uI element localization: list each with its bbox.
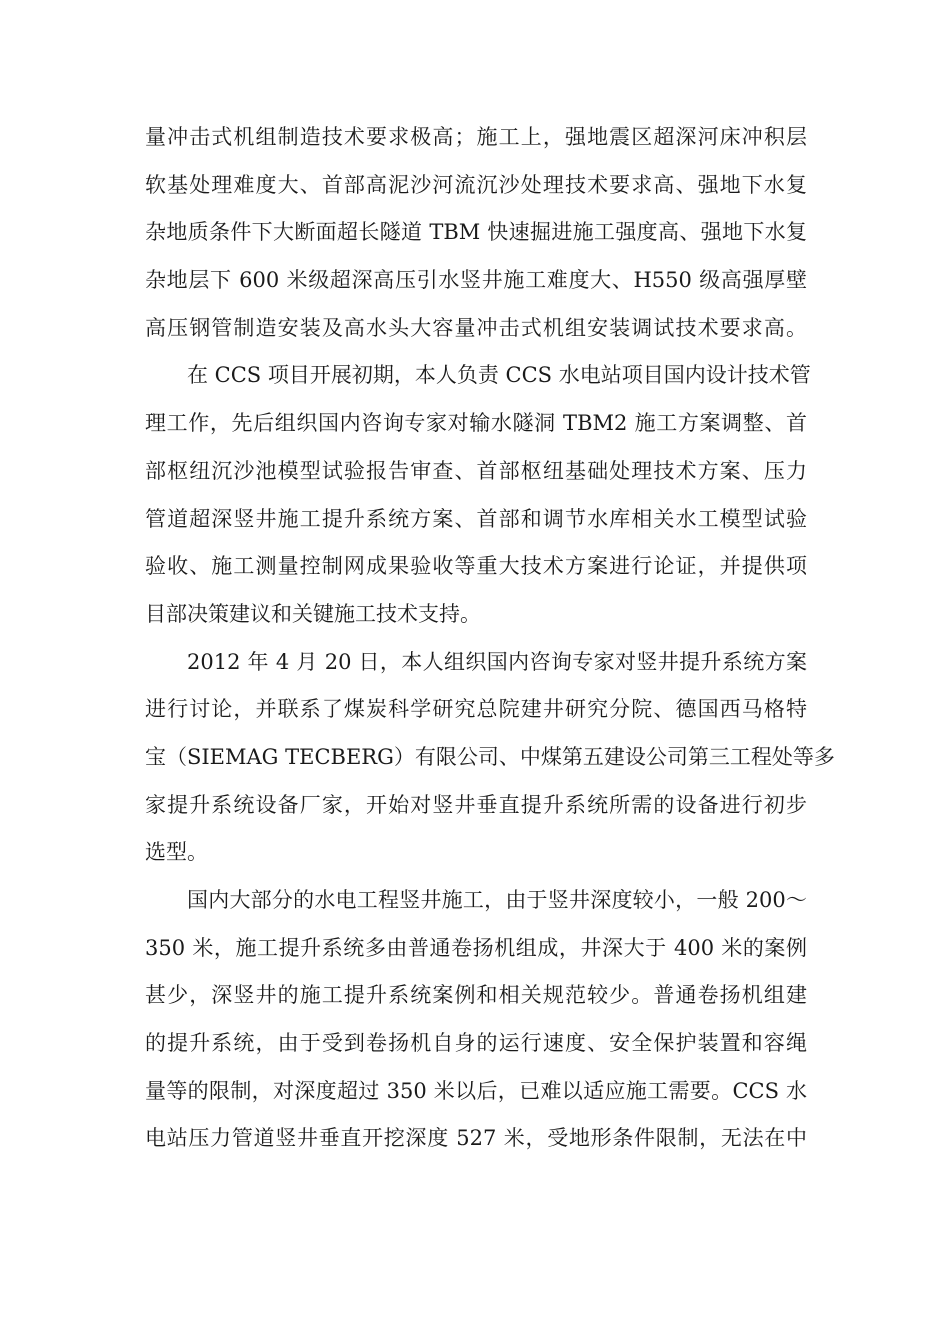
paragraph-line: 量冲击式机组制造技术要求极高；施工上，强地震区超深河床冲积层	[145, 125, 807, 149]
paragraph-line: 甚少，深竖井的施工提升系统案例和相关规范较少。普通卷扬机组建	[145, 983, 807, 1008]
paragraph-line: 国内大部分的水电工程竖井施工，由于竖井深度较小，一般 200～	[187, 888, 807, 912]
paragraph-line: 高压钢管制造安装及高水头大容量冲击式机组安装调试技术要求高。	[145, 315, 807, 340]
paragraph-line: 350 米，施工提升系统多由普通卷扬机组成，井深大于 400 米的案例	[145, 935, 807, 960]
paragraph-line: 电站压力管道竖井垂直开挖深度 527 米，受地形条件限制，无法在中	[145, 1126, 807, 1151]
paragraph-line: 杂地层下 600 米级超深高压引水竖井施工难度大、H550 级高强厚壁	[145, 268, 807, 293]
paragraph-line: 目部决策建议和关键施工技术支持。	[145, 601, 481, 626]
paragraph-line: 软基处理难度大、首部高泥沙河流沉沙处理技术要求高、强地下水复	[145, 172, 807, 197]
paragraph-line: 家提升系统设备厂家，开始对竖井垂直提升系统所需的设备进行初步	[145, 792, 807, 817]
paragraph-1	[145, 114, 807, 352]
paragraph-line: 宝（SIEMAG TECBERG）有限公司、中煤第五建设公司第三工程处等多	[145, 744, 835, 769]
paragraph-line: 部枢纽沉沙池模型试验报告审查、首部枢纽基础处理技术方案、压力	[145, 458, 807, 483]
body-text	[145, 114, 835, 1163]
paragraph-line: 管道超深竖井施工提升系统方案、首部和调节水库相关水工模型试验	[145, 506, 807, 531]
paragraph-line: 量等的限制，对深度超过 350 米以后，已难以适应施工需要。CCS 水	[145, 1078, 807, 1103]
paragraph-line: 杂地质条件下大断面超长隧道 TBM 快速掘进施工强度高、强地下水复	[145, 220, 807, 245]
paragraph-line: 2012 年 4 月 20 日，本人组织国内咨询专家对竖井提升系统方案	[187, 649, 807, 674]
paragraph-line: 进行讨论，并联系了煤炭科学研究总院建井研究分院、德国西马格特	[145, 697, 807, 722]
paragraph-2	[145, 352, 811, 638]
paragraph-3	[145, 639, 835, 877]
paragraph-line: 选型。	[145, 840, 208, 865]
paragraph-line: 理工作，先后组织国内咨询专家对输水隧洞 TBM2 施工方案调整、首	[145, 411, 807, 436]
paragraph-line: 验收、施工测量控制网成果验收等重大技术方案进行论证，并提供项	[145, 554, 807, 579]
paragraph-line: 的提升系统，由于受到卷扬机自身的运行速度、安全保护装置和容绳	[145, 1031, 807, 1056]
paragraph-4	[145, 877, 807, 1163]
paragraph-line: 在 CCS 项目开展初期，本人负责 CCS 水电站项目国内设计技术管	[187, 363, 811, 388]
